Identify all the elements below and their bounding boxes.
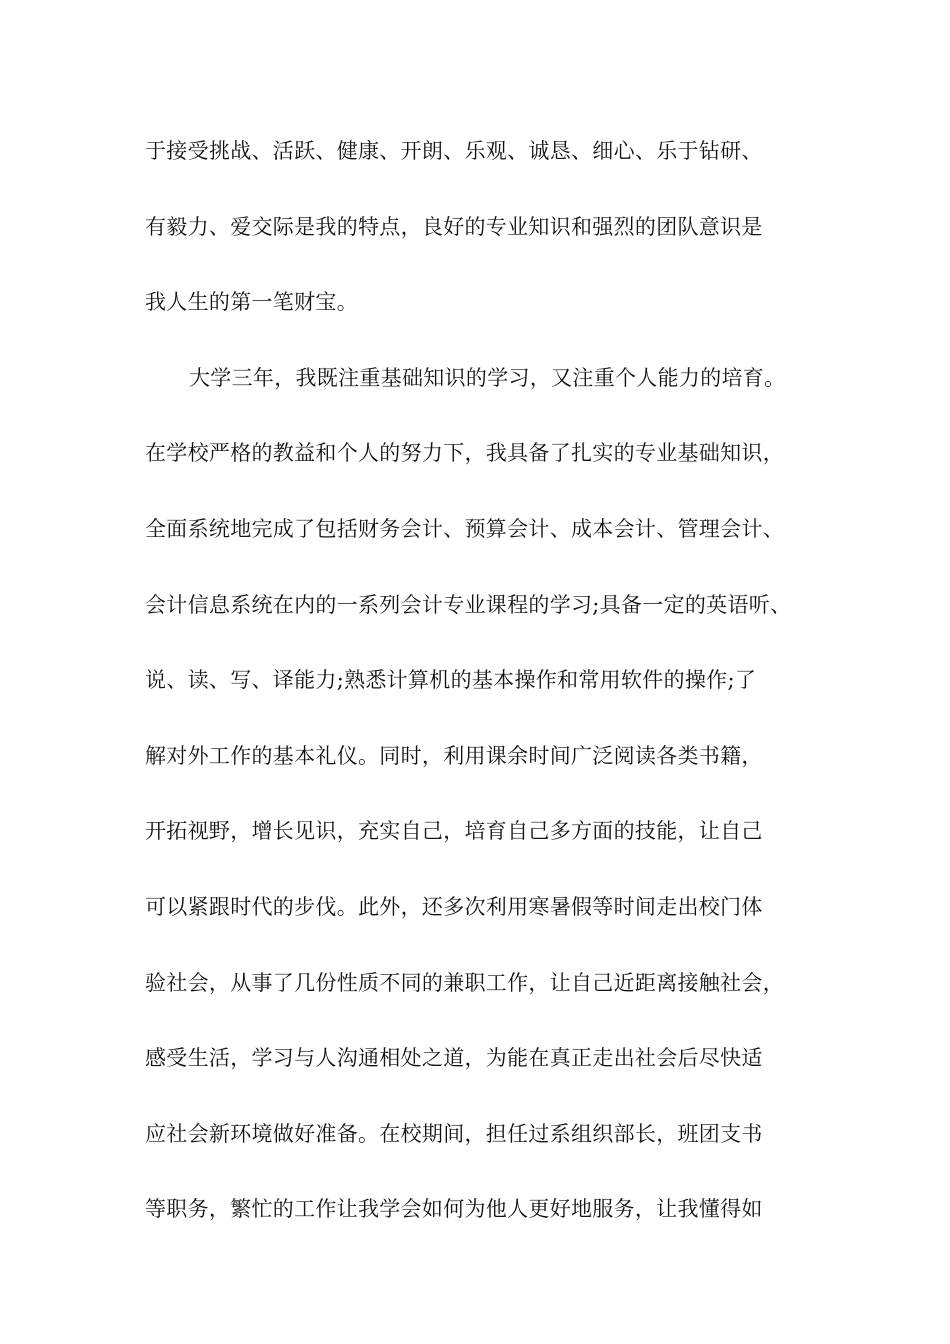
text-line: 有毅力、爱交际是我的特点，良好的专业知识和强烈的团队意识是: [145, 214, 763, 239]
text-line: 于接受挑战、活跃、健康、开朗、乐观、诚恳、细心、乐于钻研、: [145, 139, 763, 163]
paragraph-first-line: 大学三年，我既注重基础知识的学习，又注重个人能力的培育。: [189, 365, 786, 390]
text-line: 解对外工作的基本礼仪。同时，利用课余时间广泛阅读各类书籍，: [145, 743, 763, 768]
text-line: 验社会，从事了几份性质不同的兼职工作，让自己近距离接触社会，: [145, 970, 784, 995]
text-line: 全面系统地完成了包括财务会计、预算会计、成本会计、管理会计、: [145, 516, 784, 541]
text-line: 应社会新环境做好准备。在校期间，担任过系组织部长，班团支书: [145, 1121, 763, 1146]
text-line: 感受生活，学习与人沟通相处之道，为能在真正走出社会后尽快适: [145, 1046, 763, 1071]
text-line: 可以紧跟时代的步伐。此外，还多次利用寒暑假等时间走出校门体: [145, 894, 763, 919]
text-line: 在学校严格的教益和个人的努力下，我具备了扎实的专业基础知识，: [145, 441, 784, 466]
text-line: 开拓视野，增长见识，充实自己，培育自己多方面的技能，让自己: [145, 819, 763, 844]
text-line: 说、读、写、译能力;熟悉计算机的基本操作和常用软件的操作;了: [145, 668, 757, 693]
text-line: 会计信息系统在内的一系列会计专业课程的学习;具备一定的英语听、: [145, 592, 792, 617]
text-line: 我人生的第一笔财宝。: [145, 290, 358, 315]
text-line: 等职务，繁忙的工作让我学会如何为他人更好地服务，让我懂得如: [145, 1197, 763, 1222]
body-text: [145, 128, 835, 1262]
